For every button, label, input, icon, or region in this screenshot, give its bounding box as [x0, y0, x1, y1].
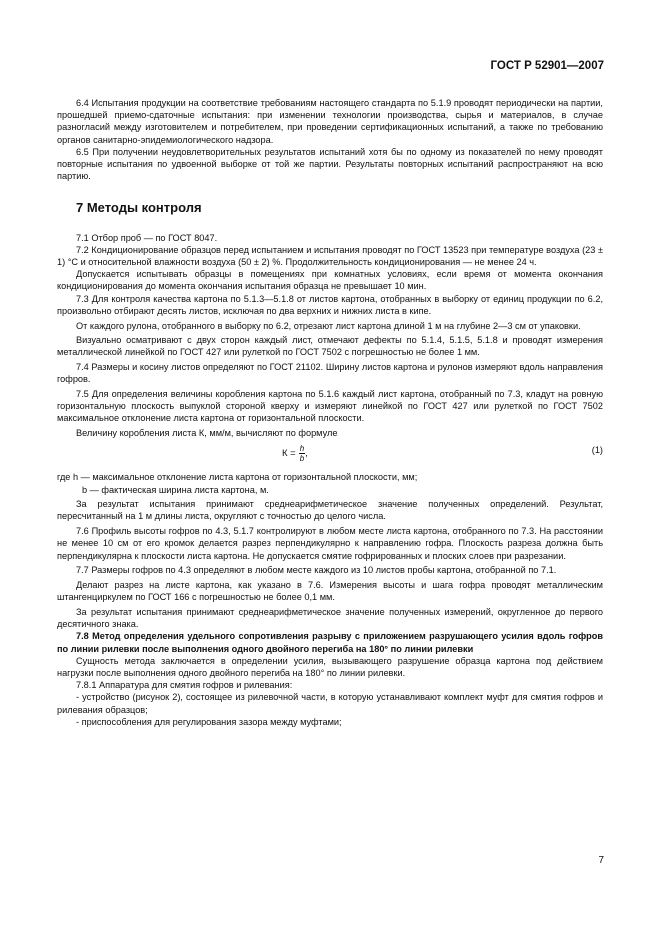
- paragraph-6-5: 6.5 При получении неудовлетворительных результатов испытаний хотя бы по одному из показателей по нему проводят повторные испытания по удвоенной выборке от той же партии. Результаты повторных испытаний распространяют на всю партию.: [57, 146, 603, 182]
- document-body: [57, 97, 603, 728]
- where-h: где h — максимальное отклонение листа картона от горизонтальной плоскости, мм;: [57, 472, 418, 483]
- where-b: b — фактическая ширина листа картона, м.: [82, 484, 269, 495]
- formula-denominator: b: [299, 454, 305, 464]
- list-item-device: - устройство (рисунок 2), состоящее из рилевочной части, в которую устанавливают комплект муфт для смятия гофров и рилевания образцов;: [57, 692, 603, 715]
- paragraph-7-6: 7.6 Профиль высоты гофров по 4.3, 5.1.7 контролируют в любом месте листа картона, отобранного по 7.3. На расстоянии не менее 10 см от его кромок делается разрез перпендикулярно к направлению гофра. Плоскость разреза должна быть перпендикулярна к плоскости листа картона. Не допускается смятие гофрированных и плоских слоев при разрезании.: [57, 526, 603, 561]
- paragraph-7-3: 7.3 Для контроля качества картона по 5.1.3—5.1.8 от листов картона, отобранных в выборку от единиц продукции по 6.2, произвольно отбирают десять листов, исключая по два верхних и нижних листа в кипе.: [57, 293, 603, 316]
- paragraph-7-7-result: За результат испытания принимают среднеарифметическое значение полученных измерений, округленное до первого десятичного знака.: [57, 606, 603, 630]
- formula-number: (1): [591, 445, 603, 456]
- paragraph-7-7-cut: Делают разрез на листе картона, как указано в 7.6. Измерения высоты и шага гофра проводят металлическим штангенциркулем по ГОСТ 166 с погрешностью не более 0,1 мм.: [57, 580, 603, 603]
- section-heading-7: 7 Методы контроля: [76, 200, 202, 216]
- paragraph-7-2: 7.2 Кондиционирование образцов перед испытанием и испытания проводят по ГОСТ 13523 при температуре воздуха (23 ± 1) °С и относительной влажности воздуха (50 ± 2) %. Продолжительность кондиционирования — не менее 24 ч.: [57, 244, 603, 268]
- list-item-gap-adjuster: - приспособления для регулирования зазора между муфтами;: [76, 716, 342, 727]
- document-code: ГОСТ Р 52901—2007: [490, 60, 604, 72]
- formula-tail: ,: [305, 447, 308, 459]
- paragraph-7-8-1: 7.8.1 Аппаратура для смятия гофров и рилевания:: [76, 680, 293, 691]
- paragraph-7-5-result: За результат испытания принимают среднеарифметическое значение полученных определений. Результат, пересчитанный на 1 м длины листа, округляют с точностью до целого числа.: [57, 499, 603, 522]
- formula-lhs: К =: [282, 447, 296, 459]
- paragraph-7-8-essence: Сущность метода заключается в определении усилия, вызывающего разрушение образца картона под действием нагрузки после выполнения одного двойного перегиба на 180° по линии рилевки.: [57, 655, 603, 678]
- paragraph-7-3-roll: От каждого рулона, отобранного в выборку по 6.2, отрезают лист картона длиной 1 м на глубине 2—3 см от упаковки.: [76, 320, 581, 331]
- paragraph-7-3-visual: Визуально осматривают с двух сторон каждый лист, отмечают дефекты по 5.1.4, 5.1.5, 5.1.8 и проводят измерения металлической линейкой по ГОСТ 427 или рулеткой по ГОСТ 7502 с погрешностью не более 1 мм.: [57, 335, 603, 358]
- paragraph-7-5: 7.5 Для определения величины коробления картона по 5.1.6 каждый лист картона, отобранный по 7.3, кладут на ровную горизонтальную плоскость выпуклой стороной кверху и измеряют линейкой по ГОСТ 427 или рулеткой по ГОСТ 7502 максимальное отклонение листа картона от горизонтальной плоскости.: [57, 389, 603, 424]
- paragraph-7-8-title: 7.8 Метод определения удельного сопротивления разрыву с приложением разрушающего усилия вдоль гофров по линии рилевки после выполнения одного двойного перегиба на 180° по линии рилевки: [57, 631, 603, 654]
- paragraph-7-1: 7.1 Отбор проб — по ГОСТ 8047.: [76, 232, 218, 243]
- paragraph-7-5-formula-intro: Величину коробления листа К, мм/м, вычисляют по формуле: [76, 428, 338, 439]
- paragraph-7-2-allowance: Допускается испытывать образцы в помещениях при комнатных условиях, если время от момента окончания кондиционирования до момента окончания испытания образца не превышает 10 мин.: [57, 269, 603, 292]
- page-number: 7: [598, 855, 604, 866]
- formula-expression: [282, 444, 308, 463]
- formula-1: [57, 442, 603, 468]
- paragraph-7-7: 7.7 Размеры гофров по 4.3 определяют в любом месте каждого из 10 листов пробы картона, отобранной по 7.1.: [76, 565, 557, 576]
- formula-numerator: h: [299, 444, 305, 454]
- paragraph-7-4: 7.4 Размеры и косину листов определяют по ГОСТ 21102. Ширину листов картона и рулонов измеряют вдоль направления гофров.: [57, 362, 603, 385]
- paragraph-6-4: 6.4 Испытания продукции на соответствие требованиям настоящего стандарта по 5.1.9 проводят периодически на партии, прошедшей приемо-сдаточные испытания: при изменении технологии производства, сырья и материалов, в случае разногласий между изготовителем и потребителем, при проведении сертификационных испытаний, а также по требованию органов санитарно-эпидемиологического надзора.: [57, 98, 603, 145]
